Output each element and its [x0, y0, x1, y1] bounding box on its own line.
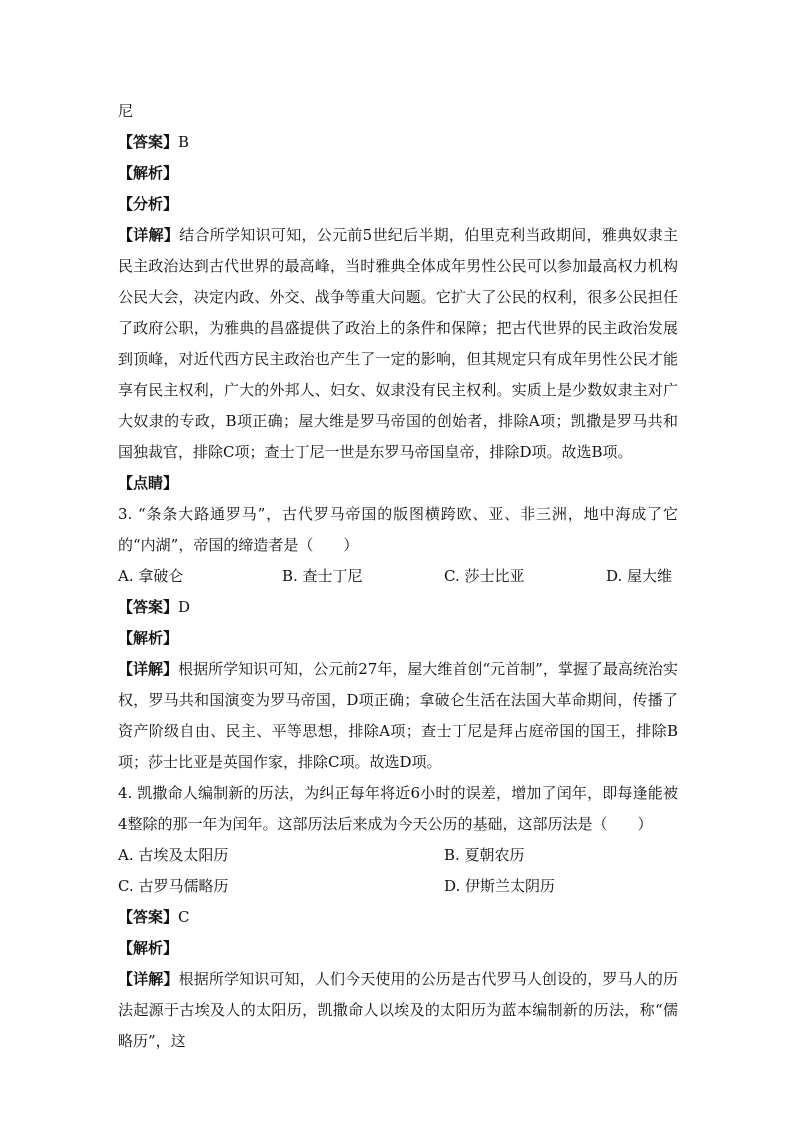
analysis-tag: 【解析】 — [118, 939, 179, 957]
option-a: A. 拿破仑 — [118, 567, 184, 585]
detail-tag: 【详解】 — [118, 226, 180, 244]
answer-tag: 【答案】 — [118, 133, 179, 151]
answer-line-q2 — [118, 127, 678, 158]
document-page — [118, 96, 678, 1057]
analysis-tag: 【解析】 — [118, 164, 179, 182]
detail-text: 根据所学知识可知，人们今天使用的公历是古代罗马人创设的，罗马人的历法起源于古埃及人的太阳历，凯撒命人以埃及的太阳历为蓝本编制新的历法，称“儒略历”，这 — [118, 970, 678, 1050]
answer-value: B — [178, 133, 190, 151]
option-d: D. 屋大维 — [606, 567, 673, 585]
detail-text: 根据所学知识可知，公元前27年，屋大维首创“元首制”，掌握了最高统治实权，罗马共和国演变为罗马帝国，D项正确；拿破仑生活在法国大革命期间，传播了资产阶级自由、民主、平等思想，排除A项；查士丁尼是拜占庭帝国的国王，排除B项；莎士比亚是英国作家，排除C项。故选D项。 — [118, 660, 678, 771]
options-q3 — [118, 561, 678, 592]
option-b: B. 夏朝农历 — [444, 846, 525, 864]
question-stem-q3: 3. “条条大路通罗马”，古代罗马帝国的版图横跨欧、亚、非三洲，地中海成了它的“内湖”，帝国的缔造者是（ ） — [118, 505, 678, 554]
dianjing-tag: 【点睛】 — [118, 474, 179, 492]
detail-text: 结合所学知识可知，公元前5世纪后半期，伯里克利当政期间，雅典奴隶主民主政治达到古代世界的最高峰，当时雅典全体成年男性公民可以参加最高权力机构公民大会，决定内政、外交、战争等重大问题。它扩大了公民的权利，很多公民担任了政府公职，为雅典的昌盛提供了政治上的条件和保障；把古代世界的民主政治发展到顶峰，对近代西方民主政治也产生了一定的影响，但其规定只有成年男性公民才能享有民主权利，广大的外邦人、妇女、奴隶没有民主权利。实质上是少数奴隶主对广大奴隶的专政，B项正确；屋大维是罗马帝国的创始者，排除A项；凯撒是罗马共和国独裁官，排除C项；查士丁尼一世是东罗马帝国皇帝，排除D项。故选B项。 — [118, 226, 678, 461]
options-q4-row2 — [118, 871, 678, 902]
answer-value: C — [178, 908, 190, 926]
fenxi-tag: 【分析】 — [118, 195, 179, 213]
detail-tag: 【详解】 — [118, 660, 179, 678]
answer-value: D — [178, 598, 191, 616]
option-c: C. 莎士比亚 — [444, 567, 525, 585]
option-c: C. 古罗马儒略历 — [118, 877, 229, 895]
options-q4-row1 — [118, 840, 678, 871]
option-a: A. 古埃及太阳历 — [118, 846, 229, 864]
continuation-text: 尼 — [118, 102, 134, 120]
answer-line-q3 — [118, 592, 678, 623]
answer-line-q4 — [118, 902, 678, 933]
option-d: D. 伊斯兰太阴历 — [444, 877, 556, 895]
question-stem-q4: 4. 凯撒命人编制新的历法，为纠正每年将近6小时的误差，增加了闰年，即每逢能被4整除的那一年为闰年。这部历法后来成为今天公历的基础，这部历法是（ ） — [118, 784, 678, 833]
answer-tag: 【答案】 — [118, 908, 179, 926]
analysis-tag: 【解析】 — [118, 629, 179, 647]
answer-tag: 【答案】 — [118, 598, 179, 616]
detail-paragraph-q2 — [118, 220, 678, 468]
detail-paragraph-q4 — [118, 964, 678, 1057]
detail-paragraph-q3 — [118, 654, 678, 778]
option-b: B. 查士丁尼 — [282, 567, 363, 585]
detail-tag: 【详解】 — [118, 970, 179, 988]
